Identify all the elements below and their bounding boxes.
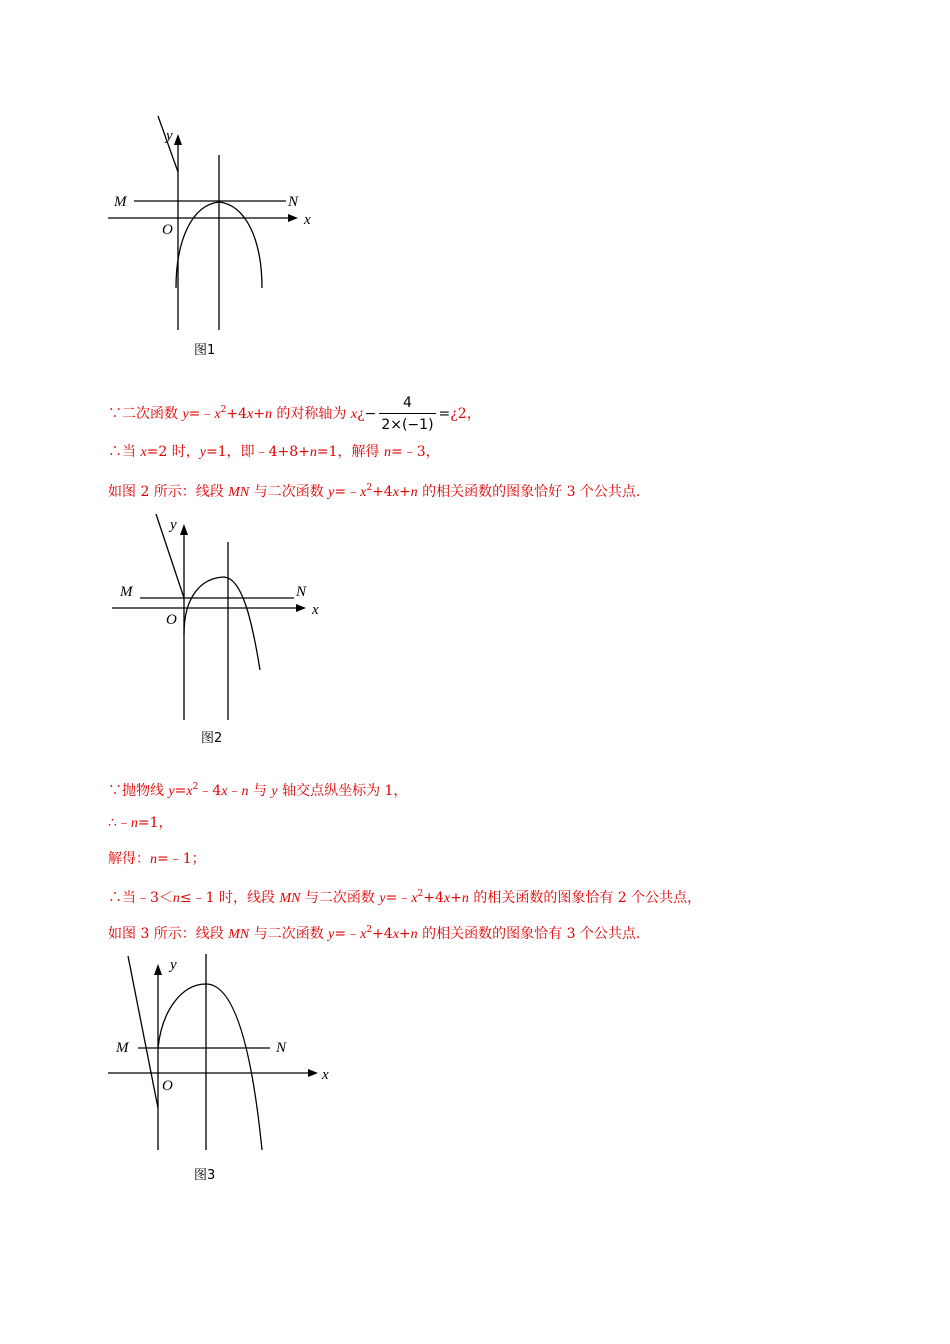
l3-x2: x xyxy=(360,485,367,500)
l7-n2: n xyxy=(461,891,469,906)
x-axis-arrow-icon xyxy=(296,604,306,612)
l4-n: n xyxy=(241,784,249,799)
l3-e: + xyxy=(398,484,411,500)
l3-a: 如图 2 所示：线段 xyxy=(108,484,229,500)
y-label: y xyxy=(170,517,177,533)
l8-mn: MN xyxy=(228,927,250,942)
l1-x: x xyxy=(247,407,254,422)
l7-x2: x xyxy=(411,891,418,906)
l6-a: 解得： xyxy=(108,851,150,867)
l1-x2: x xyxy=(214,407,221,422)
l1-c: +4 xyxy=(226,406,247,422)
figure-1-graph xyxy=(100,110,340,340)
l8-x2: x xyxy=(360,927,367,942)
l6-n: n xyxy=(150,852,157,867)
l7-mn: MN xyxy=(279,891,301,906)
y-axis-arrow-icon xyxy=(154,964,162,975)
left-branch-line xyxy=(128,956,158,1108)
l4-e: 与 xyxy=(248,783,272,799)
l4-d: ﹣ xyxy=(227,783,242,799)
y-label: y xyxy=(166,128,173,144)
l1-xs: x xyxy=(350,407,358,422)
text-line-3 xyxy=(108,478,640,503)
l8-n: n xyxy=(410,927,418,942)
l4-x2: x xyxy=(186,784,193,799)
parabola-curve xyxy=(184,577,260,670)
l7-a: ∴当﹣3＜ xyxy=(108,890,173,906)
l1-minus: − xyxy=(364,406,377,422)
l2-c: =1，即﹣4+8+ xyxy=(205,444,310,460)
l3-d: +4 xyxy=(372,484,393,500)
figure-3-caption: 图3 xyxy=(194,1168,216,1183)
y-axis-arrow-icon xyxy=(180,524,188,535)
text-line-6 xyxy=(108,849,206,870)
l2-e: =﹣3， xyxy=(391,444,440,460)
n-label: N xyxy=(276,1040,287,1056)
l4-sup: 2 xyxy=(192,782,199,792)
l1-b: =﹣ xyxy=(188,406,215,422)
l8-d: +4 xyxy=(372,926,393,942)
o-label: O xyxy=(162,1078,173,1094)
l4-f: 轴交点纵坐标为 1， xyxy=(277,783,408,799)
l8-b: 与二次函数 xyxy=(249,926,329,942)
fraction xyxy=(379,393,435,435)
l8-y: y xyxy=(328,927,335,942)
n-label: N xyxy=(288,194,299,210)
l7-g: 的相关函数的图象恰有 2 个公共点， xyxy=(468,890,702,906)
figure-1 xyxy=(100,110,340,340)
l4-y2: y xyxy=(271,784,278,799)
l3-sup: 2 xyxy=(366,483,373,493)
l4-y: y xyxy=(168,784,175,799)
l3-mn: MN xyxy=(228,485,250,500)
l3-x: x xyxy=(392,485,399,500)
figure-3 xyxy=(100,950,340,1155)
text-line-8 xyxy=(108,920,640,945)
l7-d: =﹣ xyxy=(385,890,412,906)
l3-b: 与二次函数 xyxy=(249,484,329,500)
l1-n: n xyxy=(264,407,272,422)
l3-f: 的相关函数的图象恰好 3 个公共点. xyxy=(417,484,641,500)
figure-2-caption: 图2 xyxy=(201,731,223,746)
m-label: M xyxy=(120,584,133,600)
l7-b: ≤﹣1 时，线段 xyxy=(179,890,280,906)
l6-b: =﹣1； xyxy=(157,851,206,867)
l7-n: n xyxy=(172,891,180,906)
l4-a: ∵抛物线 xyxy=(108,783,169,799)
l3-y: y xyxy=(328,485,335,500)
l2-x: x xyxy=(140,445,147,460)
l1-eq: = xyxy=(438,406,451,422)
figure-3-graph xyxy=(100,950,340,1155)
l1-end: 2， xyxy=(457,406,481,422)
y-axis-arrow-icon xyxy=(174,134,182,145)
l2-b: =2 时， xyxy=(146,444,200,460)
text-line-5 xyxy=(108,813,173,834)
x-label: x xyxy=(312,602,319,618)
l7-sup: 2 xyxy=(417,889,424,899)
y-label: y xyxy=(170,957,177,973)
l8-sup: 2 xyxy=(366,925,373,935)
text-line-4 xyxy=(108,777,407,802)
fraction-denominator: 2×(−1) xyxy=(381,417,434,433)
l2-a: ∴当 xyxy=(108,444,141,460)
l5-b: =1， xyxy=(137,815,173,831)
l7-x: x xyxy=(443,891,451,906)
m-label: M xyxy=(116,1040,129,1056)
l5-n: n xyxy=(130,816,138,831)
l8-f: 的相关函数的图象恰有 3 个公共点. xyxy=(417,926,641,942)
l2-n: n xyxy=(309,445,317,460)
l2-d: =1，解得 xyxy=(316,444,384,460)
parabola-curve xyxy=(158,984,262,1150)
l1-sup: 2 xyxy=(220,405,227,415)
n-label: N xyxy=(296,584,307,600)
l3-c: =﹣ xyxy=(334,484,361,500)
l8-c: =﹣ xyxy=(334,926,361,942)
l1-e: 的对称轴为 xyxy=(271,406,351,422)
l4-x: x xyxy=(221,784,228,799)
x-axis-arrow-icon xyxy=(288,214,298,222)
l3-n: n xyxy=(410,485,418,500)
o-label: O xyxy=(166,612,177,628)
l2-y: y xyxy=(199,445,206,460)
l1-a: ∵二次函数 xyxy=(108,406,183,422)
m-label: M xyxy=(114,194,127,210)
x-label: x xyxy=(304,212,311,228)
o-label: O xyxy=(162,222,173,238)
l7-f: + xyxy=(450,890,462,906)
l1-q1: ¿ xyxy=(357,406,365,422)
text-line-1 xyxy=(108,393,481,435)
figure-2-graph xyxy=(104,510,344,725)
fraction-numerator: 4 xyxy=(379,393,435,414)
figure-1-caption: 图1 xyxy=(194,343,216,358)
x-axis-arrow-icon xyxy=(308,1069,318,1077)
l8-x: x xyxy=(392,927,399,942)
l7-e: +4 xyxy=(423,890,444,906)
l2-n2: n xyxy=(384,445,391,460)
l4-c: ﹣4 xyxy=(198,783,222,799)
x-label: x xyxy=(322,1067,329,1083)
l8-a: 如图 3 所示：线段 xyxy=(108,926,229,942)
l4-b: = xyxy=(174,783,187,799)
l1-q2: ¿ xyxy=(450,406,458,422)
l7-c: 与二次函数 xyxy=(300,890,380,906)
text-line-7 xyxy=(108,884,701,909)
figure-2 xyxy=(104,510,344,725)
l8-e: + xyxy=(398,926,411,942)
l1-d: + xyxy=(253,406,265,422)
l5-a: ∴﹣ xyxy=(108,815,131,831)
l1-y: y xyxy=(182,407,189,422)
text-line-2 xyxy=(108,442,440,463)
l7-y: y xyxy=(379,891,386,906)
